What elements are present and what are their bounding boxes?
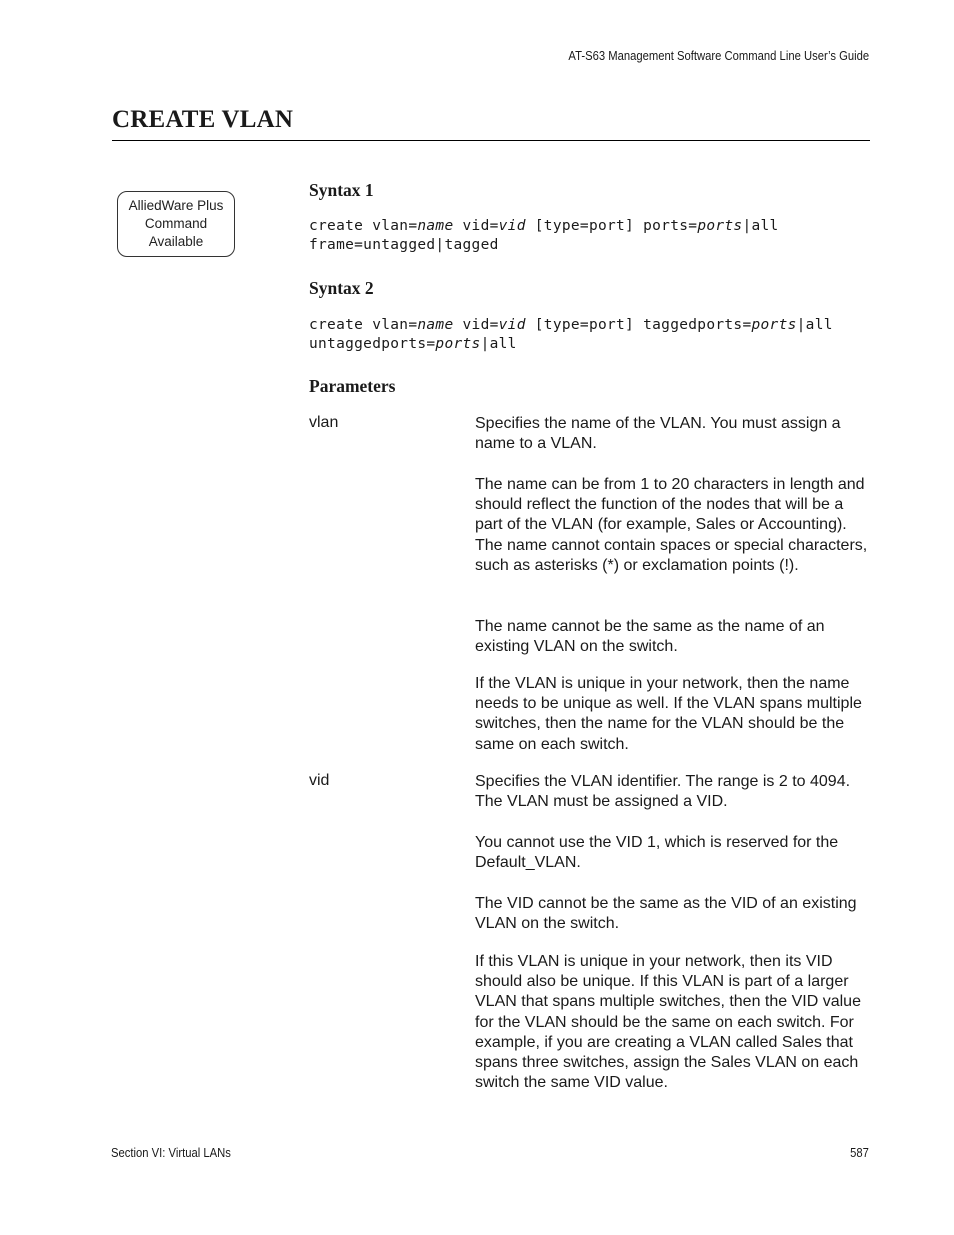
param-vid-desc: You cannot use the VID 1, which is reserved for the Default_VLAN. bbox=[475, 834, 839, 872]
param-vlan-name: vlan bbox=[309, 414, 339, 431]
badge-line: Command bbox=[144, 216, 208, 231]
page-title: CREATE VLAN bbox=[112, 106, 294, 133]
param-vid-desc: Specifies the VLAN identifier. The range is 2 to 4094. The VLAN must be assigned a VID. bbox=[475, 773, 851, 811]
syntax2-heading: Syntax 2 bbox=[309, 278, 374, 298]
param-vlan-desc: If the VLAN is unique in your network, then the name needs to be unique as well. If the VLAN spans multiple switches, then the name for the VLAN should be the same on each switch. bbox=[475, 675, 862, 753]
param-vlan-desc: The name can be from 1 to 20 characters in length and should reflect the function of the nodes that will be a part of the VLAN (for example, Sales or Accounting). The name cannot contain spaces or special characters, such as asterisks (*) or exclamation points (!). bbox=[475, 476, 868, 574]
running-header: AT-S63 Management Software Command Line User’s Guide bbox=[568, 49, 869, 63]
syntax1-code: create vlan=name vid=vid [type=port] ports=ports|all frame=untagged|tagged bbox=[309, 218, 779, 253]
title-divider bbox=[112, 140, 870, 141]
syntax2-code: create vlan=name vid=vid [type=port] taggedports=ports|all untaggedports=ports|all bbox=[309, 317, 833, 352]
alliedware-plus-badge bbox=[117, 191, 235, 257]
badge-line: Available bbox=[148, 234, 204, 249]
footer-section: Section VI: Virtual LANs bbox=[111, 1146, 231, 1160]
param-vlan-desc: Specifies the name of the VLAN. You must assign a name to a VLAN. bbox=[475, 415, 841, 453]
param-vid-name: vid bbox=[309, 772, 330, 789]
badge-line: AlliedWare Plus bbox=[128, 198, 224, 213]
syntax1-heading: Syntax 1 bbox=[309, 180, 374, 200]
page-number: 587 bbox=[850, 1146, 869, 1160]
parameters-heading: Parameters bbox=[309, 376, 396, 396]
param-vid-desc: If this VLAN is unique in your network, then its VID should also be unique. If this VLAN is part of a larger VLAN that spans multiple switches, then the VID value for the VLAN should be the same on each switch. For example, if you are creating a VLAN called Sales that spans three switches, assign the Sales VLAN on each switch the same VID value. bbox=[475, 953, 861, 1092]
param-vid-desc: The VID cannot be the same as the VID of an existing VLAN on the switch. bbox=[475, 895, 857, 933]
param-vlan-desc: The name cannot be the same as the name of an existing VLAN on the switch. bbox=[475, 618, 825, 656]
